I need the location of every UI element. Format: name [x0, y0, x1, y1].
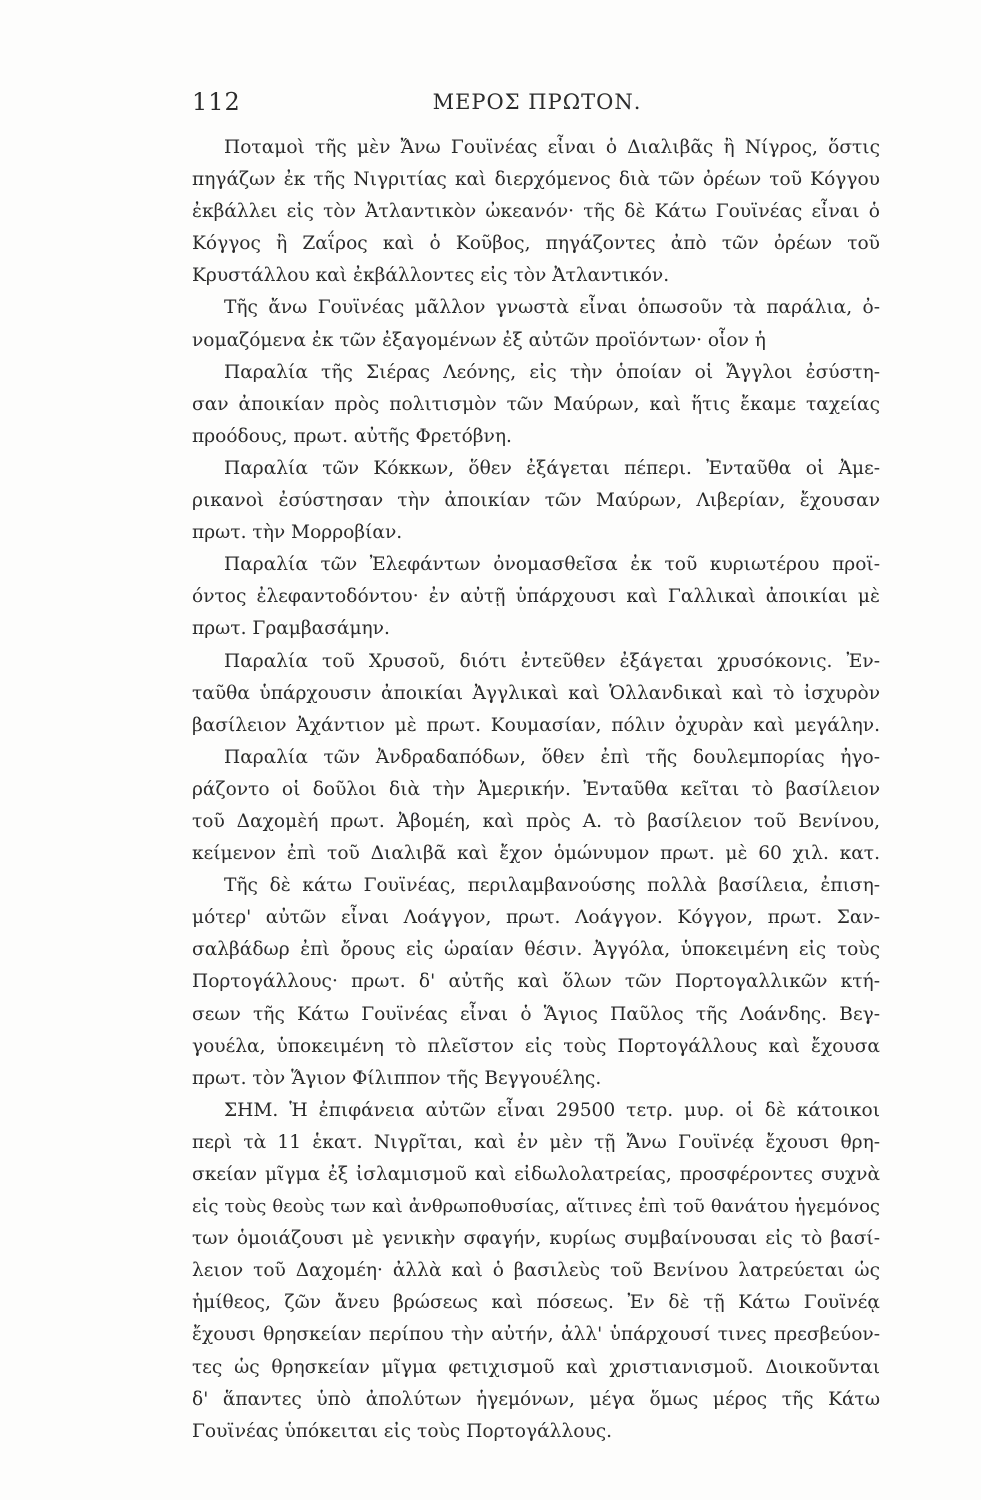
- text-line: Παραλία τῶν Ἐλεφάντων ὀνομασθεῖσα ἐκ τοῦ κυριωτέρου προϊ-: [224, 554, 880, 576]
- page-header: [192, 88, 882, 118]
- text-line: σαν ἀποικίαν πρὸς πολιτισμὸν τῶν Μαύρων, καὶ ἥτις ἔκαμε ταχείας: [192, 393, 880, 415]
- text-line: Τῆς ἄνω Γουϊνέας μᾶλλον γνωστὰ εἶναι ὁπωσοῦν τὰ παράλια, ὀ-: [224, 297, 880, 319]
- text-line: δ' ἅπαντες ὑπὸ ἀπολύτων ἡγεμόνων, μέγα ὅμως μέρος τῆς Κάτω: [192, 1388, 880, 1410]
- text-line: περὶ τὰ 11 ἑκατ. Νιγρῖται, καὶ ἐν μὲν τῇ Ἄνω Γουϊνέᾳ ἔχουσι θρη-: [192, 1131, 880, 1153]
- text-line: ρικανοὶ ἐσύστησαν τὴν ἀποικίαν τῶν Μαύρων, Λιβερίαν, ἔχουσαν: [192, 490, 880, 512]
- body-text: [192, 132, 880, 1448]
- text-line: πρωτ. τὸν Ἅγιον Φίλιππον τῆς Βεγγουέλης.: [192, 1067, 602, 1089]
- text-line: Παραλία τῶν Κόκκων, ὅθεν ἐξάγεται πέπερι. Ἐνταῦθα οἱ Ἀμε-: [224, 457, 880, 479]
- text-line: ράζοντο οἱ δοῦλοι διὰ τὴν Ἀμερικήν. Ἐνταῦθα κεῖται τὸ βασίλειον: [192, 778, 880, 800]
- running-title: ΜΕΡΟΣ ΠΡΩΤΟΝ.: [432, 90, 642, 114]
- text-line: Κόγγος ἢ Ζαΐρος καὶ ὁ Κοῦβος, πηγάζοντες ἀπὸ τῶν ὀρέων τοῦ: [192, 233, 880, 255]
- text-line: των ὁμοιάζουσι μὲ γενικὴν σφαγήν, κυρίως συμβαίνουσαι εἰς τὸ βασί-: [192, 1228, 880, 1250]
- text-line: Κρυστάλλου καὶ ἐκβάλλοντες εἰς τὸν Ἀτλαντικόν.: [192, 265, 670, 287]
- text-line: ἐκβάλλει εἰς τὸν Ἀτλαντικὸν ὠκεανόν· τῆς δὲ Κάτω Γουϊνέας εἶναι ὁ: [192, 201, 880, 223]
- text-line: πηγάζων ἐκ τῆς Νιγριτίας καὶ διερχόμενος διὰ τῶν ὀρέων τοῦ Κόγγου: [192, 169, 880, 191]
- text-line: ΣΗΜ. Ἡ ἐπιφάνεια αὐτῶν εἶναι 29500 τετρ. μυρ. οἱ δὲ κάτοικοι: [224, 1099, 880, 1121]
- page-number: 112: [192, 88, 241, 116]
- text-line: νομαζόμενα ἐκ τῶν ἐξαγομένων ἐξ αὐτῶν προϊόντων· οἷον ἡ: [192, 329, 766, 351]
- text-line: κείμενον ἐπὶ τοῦ Διαλιβᾶ καὶ ἔχον ὁμώνυμον πρωτ. μὲ 60 χιλ. κατ.: [192, 843, 880, 865]
- text-line: προόδους, πρωτ. αὐτῆς Φρετόβνη.: [192, 425, 512, 447]
- text-line: τοῦ Δαχομὲή πρωτ. Ἀβομέη, καὶ πρὸς Α. τὸ βασίλειον τοῦ Βενίνου,: [192, 810, 880, 832]
- text-line: πρωτ. Γραμβασάμην.: [192, 618, 390, 640]
- text-line: Παραλία τῶν Ἀνδραδαπόδων, ὅθεν ἐπὶ τῆς δουλεμπορίας ἠγο-: [224, 746, 880, 768]
- text-line: σαλβάδωρ ἐπὶ ὄρους εἰς ὡραίαν θέσιν. Ἀγγόλα, ὑποκειμένη εἰς τοὺς: [192, 939, 880, 961]
- text-line: Παραλία τοῦ Χρυσοῦ, διότι ἐντεῦθεν ἐξάγεται χρυσόκονις. Ἐν-: [224, 650, 880, 672]
- text-line: ἔχουσι θρησκείαν περίπου τὴν αὐτήν, ἀλλ' ὑπάρχουσί τινες πρεσβεύον-: [192, 1324, 880, 1346]
- text-line: βασίλειον Ἀχάντιον μὲ πρωτ. Κουμασίαν, πόλιν ὀχυρὰν καὶ μεγάλην.: [192, 714, 880, 736]
- text-line: γουέλα, ὑποκειμένη τὸ πλεῖστον εἰς τοὺς Πορτογάλλους καὶ ἔχουσα: [192, 1035, 880, 1057]
- text-line: σεων τῆς Κάτω Γουϊνέας εἶναι ὁ Ἅγιος Παῦλος τῆς Λοάνδης. Βεγ-: [192, 1003, 880, 1025]
- text-line: Τῆς δὲ κάτω Γουϊνέας, περιλαμβανούσης πολλὰ βασίλεια, ἐπιση-: [224, 875, 880, 897]
- text-line: Πορτογάλλους· πρωτ. δ' αὐτῆς καὶ ὅλων τῶν Πορτογαλλικῶν κτή-: [192, 971, 880, 993]
- text-line: Γουϊνέας ὑπόκειται εἰς τοὺς Πορτογάλλους.: [192, 1420, 613, 1442]
- text-line: τες ὡς θρησκείαν μῖγμα φετιχισμοῦ καὶ χριστιανισμοῦ. Διοικοῦνται: [192, 1356, 880, 1378]
- text-line: ταῦθα ὑπάρχουσιν ἀποικίαι Ἀγγλικαὶ καὶ Ὁλλανδικαὶ καὶ τὸ ἰσχυρὸν: [192, 682, 880, 704]
- text-line: Παραλία τῆς Σιέρας Λεόνης, εἰς τὴν ὁποίαν οἱ Ἄγγλοι ἐσύστη-: [224, 361, 880, 383]
- text-line: Ποταμοὶ τῆς μὲν Ἄνω Γουϊνέας εἶναι ὁ Διαλιβᾶς ἢ Νίγρος, ὅστις: [224, 137, 880, 158]
- text-line: πρωτ. τὴν Μορροβίαν.: [192, 522, 403, 544]
- text-line: σκείαν μῖγμα ἐξ ἰσλαμισμοῦ καὶ εἰδωλολατρείας, προσφέροντες συχνὰ: [192, 1164, 880, 1185]
- text-line: εἰς τοὺς θεοὺς των καὶ ἀνθρωποθυσίας, αἵτινες ἐπὶ τοῦ θανάτου ἡγεμόνος: [192, 1196, 880, 1218]
- text-line: λειον τοῦ Δαχομέη· ἀλλὰ καὶ ὁ βασιλεὺς τοῦ Βενίνου λατρεύεται ὡς: [192, 1260, 880, 1282]
- text-line: ἡμίθεος, ζῶν ἄνευ βρώσεως καὶ πόσεως. Ἐν δὲ τῇ Κάτω Γουϊνέᾳ: [192, 1292, 880, 1314]
- text-line: μότερ' αὐτῶν εἶναι Λοάγγον, πρωτ. Λοάγγον. Κόγγον, πρωτ. Σαν-: [192, 907, 880, 929]
- text-line: όντος ἐλεφαντοδόντου· ἐν αὐτῇ ὑπάρχουσι καὶ Γαλλικαὶ ἀποικίαι μὲ: [192, 586, 880, 608]
